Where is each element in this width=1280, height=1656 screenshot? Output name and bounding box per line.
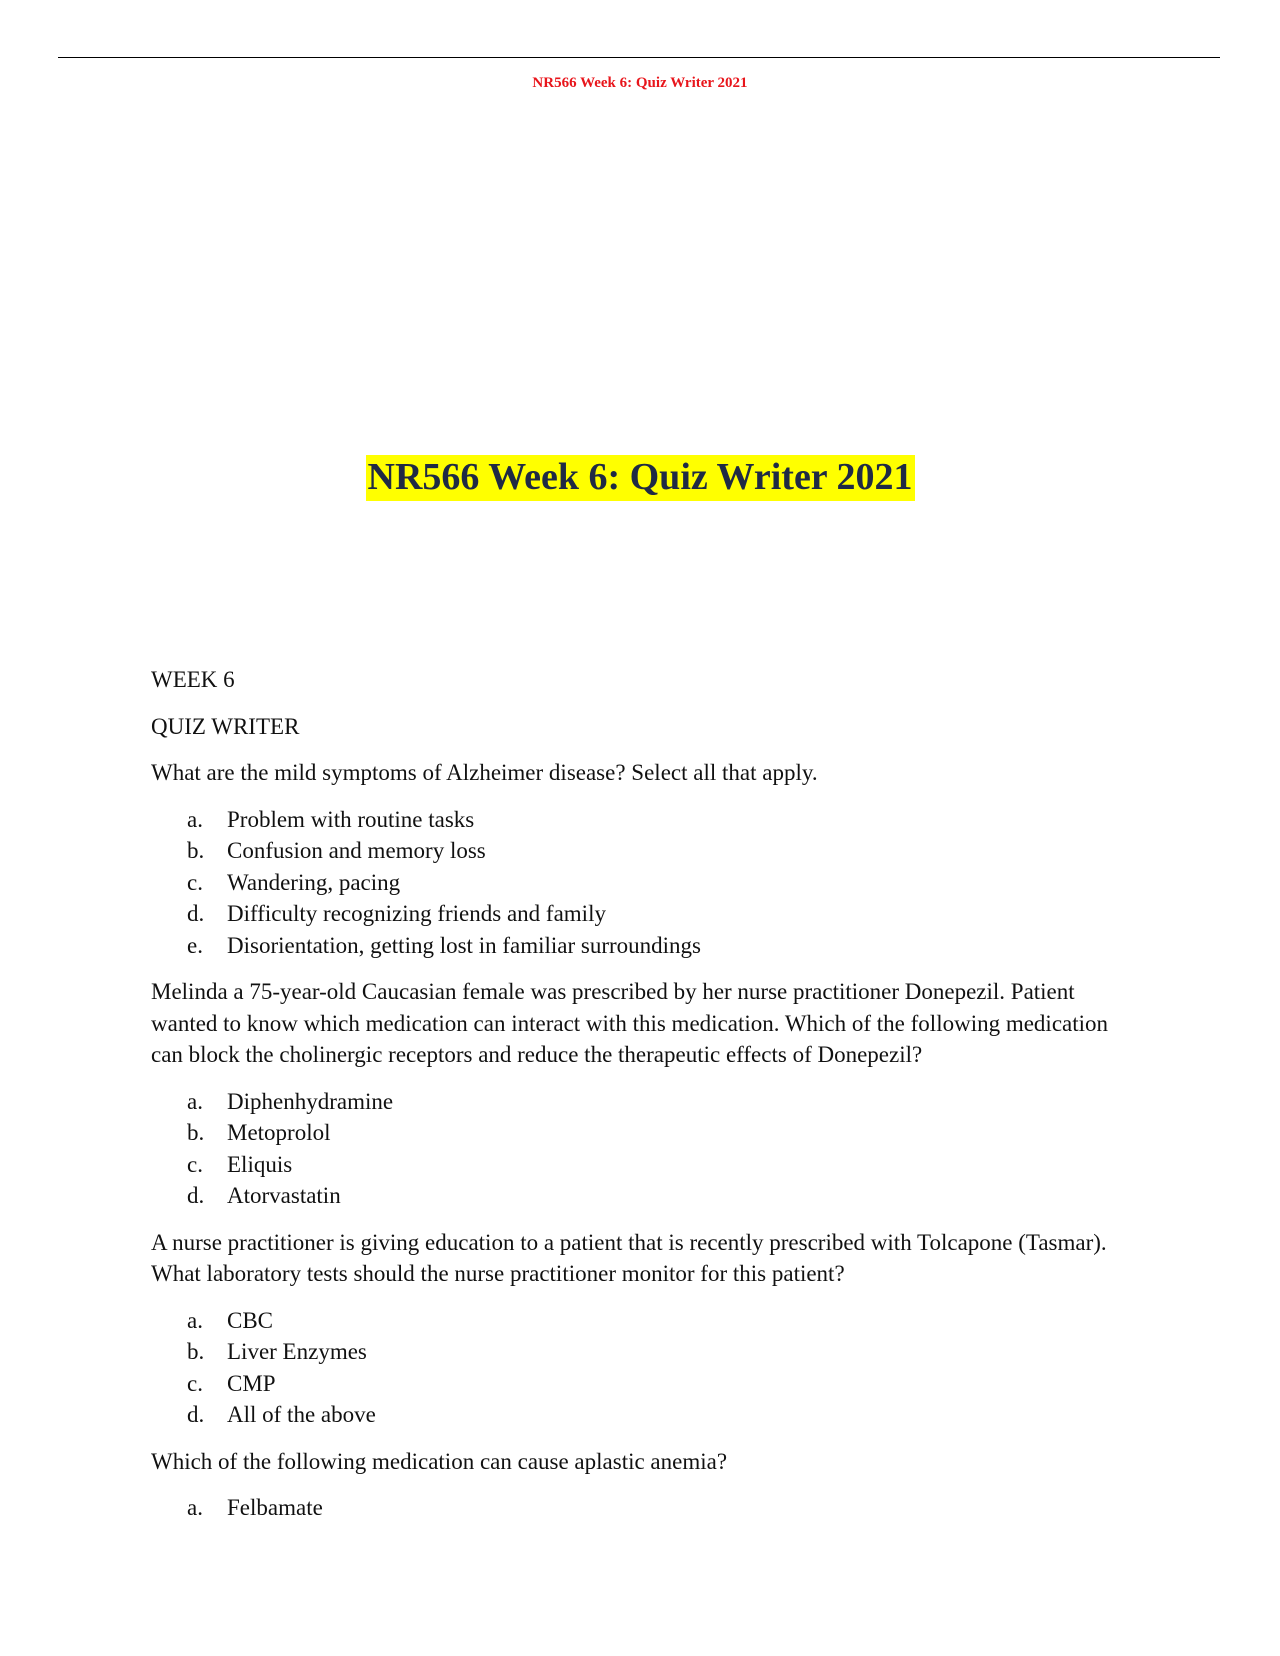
option-item	[151, 1492, 1111, 1524]
option-text: Disorientation, getting lost in familiar surroundings	[227, 932, 701, 958]
section-label: QUIZ WRITER	[151, 713, 300, 739]
option-text: CMP	[227, 1370, 276, 1396]
option-text: Problem with routine tasks	[227, 806, 475, 832]
option-text: Difficulty recognizing friends and family	[227, 901, 606, 926]
option-item	[151, 1117, 1111, 1149]
option-item	[151, 898, 1111, 930]
option-item	[151, 1180, 1111, 1212]
document-body	[151, 664, 1111, 1539]
option-letter: a.	[187, 1088, 203, 1114]
option-letter: b.	[187, 838, 205, 863]
option-text: Felbamate	[227, 1495, 323, 1520]
question-4-options	[151, 1492, 1111, 1524]
option-letter: d.	[187, 1402, 205, 1427]
option-text: All of the above	[227, 1402, 376, 1427]
option-letter: d.	[187, 901, 205, 926]
week-label: WEEK 6	[151, 667, 235, 692]
option-item	[151, 1305, 1111, 1337]
document-title-text: NR566 Week 6: Quiz Writer 2021	[366, 455, 915, 501]
option-text: Liver Enzymes	[227, 1339, 367, 1364]
option-text: Metoprolol	[227, 1120, 331, 1145]
option-letter: b.	[187, 1339, 205, 1364]
option-text: Eliquis	[227, 1151, 293, 1177]
option-text: Confusion and memory loss	[227, 838, 486, 863]
option-text: CBC	[227, 1307, 274, 1333]
running-header: NR566 Week 6: Quiz Writer 2021	[532, 75, 748, 91]
document-title	[0, 455, 1280, 499]
option-letter: e.	[187, 932, 203, 958]
option-letter: c.	[187, 869, 203, 895]
option-item	[151, 930, 1111, 962]
question-4-text: Which of the following medication can cause aplastic anemia?	[151, 1448, 728, 1474]
option-item	[151, 1399, 1111, 1431]
option-text: Diphenhydramine	[227, 1088, 394, 1114]
option-item	[151, 1086, 1111, 1118]
option-item	[151, 1149, 1111, 1181]
option-item	[151, 1368, 1111, 1400]
option-text: Atorvastatin	[227, 1183, 341, 1208]
option-item	[151, 804, 1111, 836]
question-2-options	[151, 1086, 1111, 1212]
option-letter: a.	[187, 806, 203, 832]
question-3-text: A nurse practitioner is giving education to a patient that is recently prescribed with Tolcapone (Tasmar). What laboratory tests should the nurse practitioner monitor for this patient?	[151, 1229, 1107, 1286]
question-1-text: What are the mild symptoms of Alzheimer disease? Select all that apply.	[151, 760, 818, 785]
option-item	[151, 835, 1111, 867]
header-rule	[58, 57, 1220, 58]
option-letter: c.	[187, 1370, 203, 1396]
question-3-options	[151, 1305, 1111, 1431]
option-text: Wandering, pacing	[227, 869, 401, 895]
question-2-text: Melinda a 75-year-old Caucasian female was prescribed by her nurse practitioner Donepezil. Patient wanted to know which medication can interact with this medication. Which of the following medication can block the cholinergic receptors and reduce the therapeutic effects of Donepezil?	[151, 979, 1109, 1067]
option-letter: a.	[187, 1495, 203, 1520]
option-letter: b.	[187, 1120, 205, 1145]
question-1-options	[151, 804, 1111, 962]
option-letter: c.	[187, 1151, 203, 1177]
option-letter: d.	[187, 1183, 205, 1208]
option-item	[151, 1336, 1111, 1368]
option-item	[151, 867, 1111, 899]
option-letter: a.	[187, 1307, 203, 1333]
